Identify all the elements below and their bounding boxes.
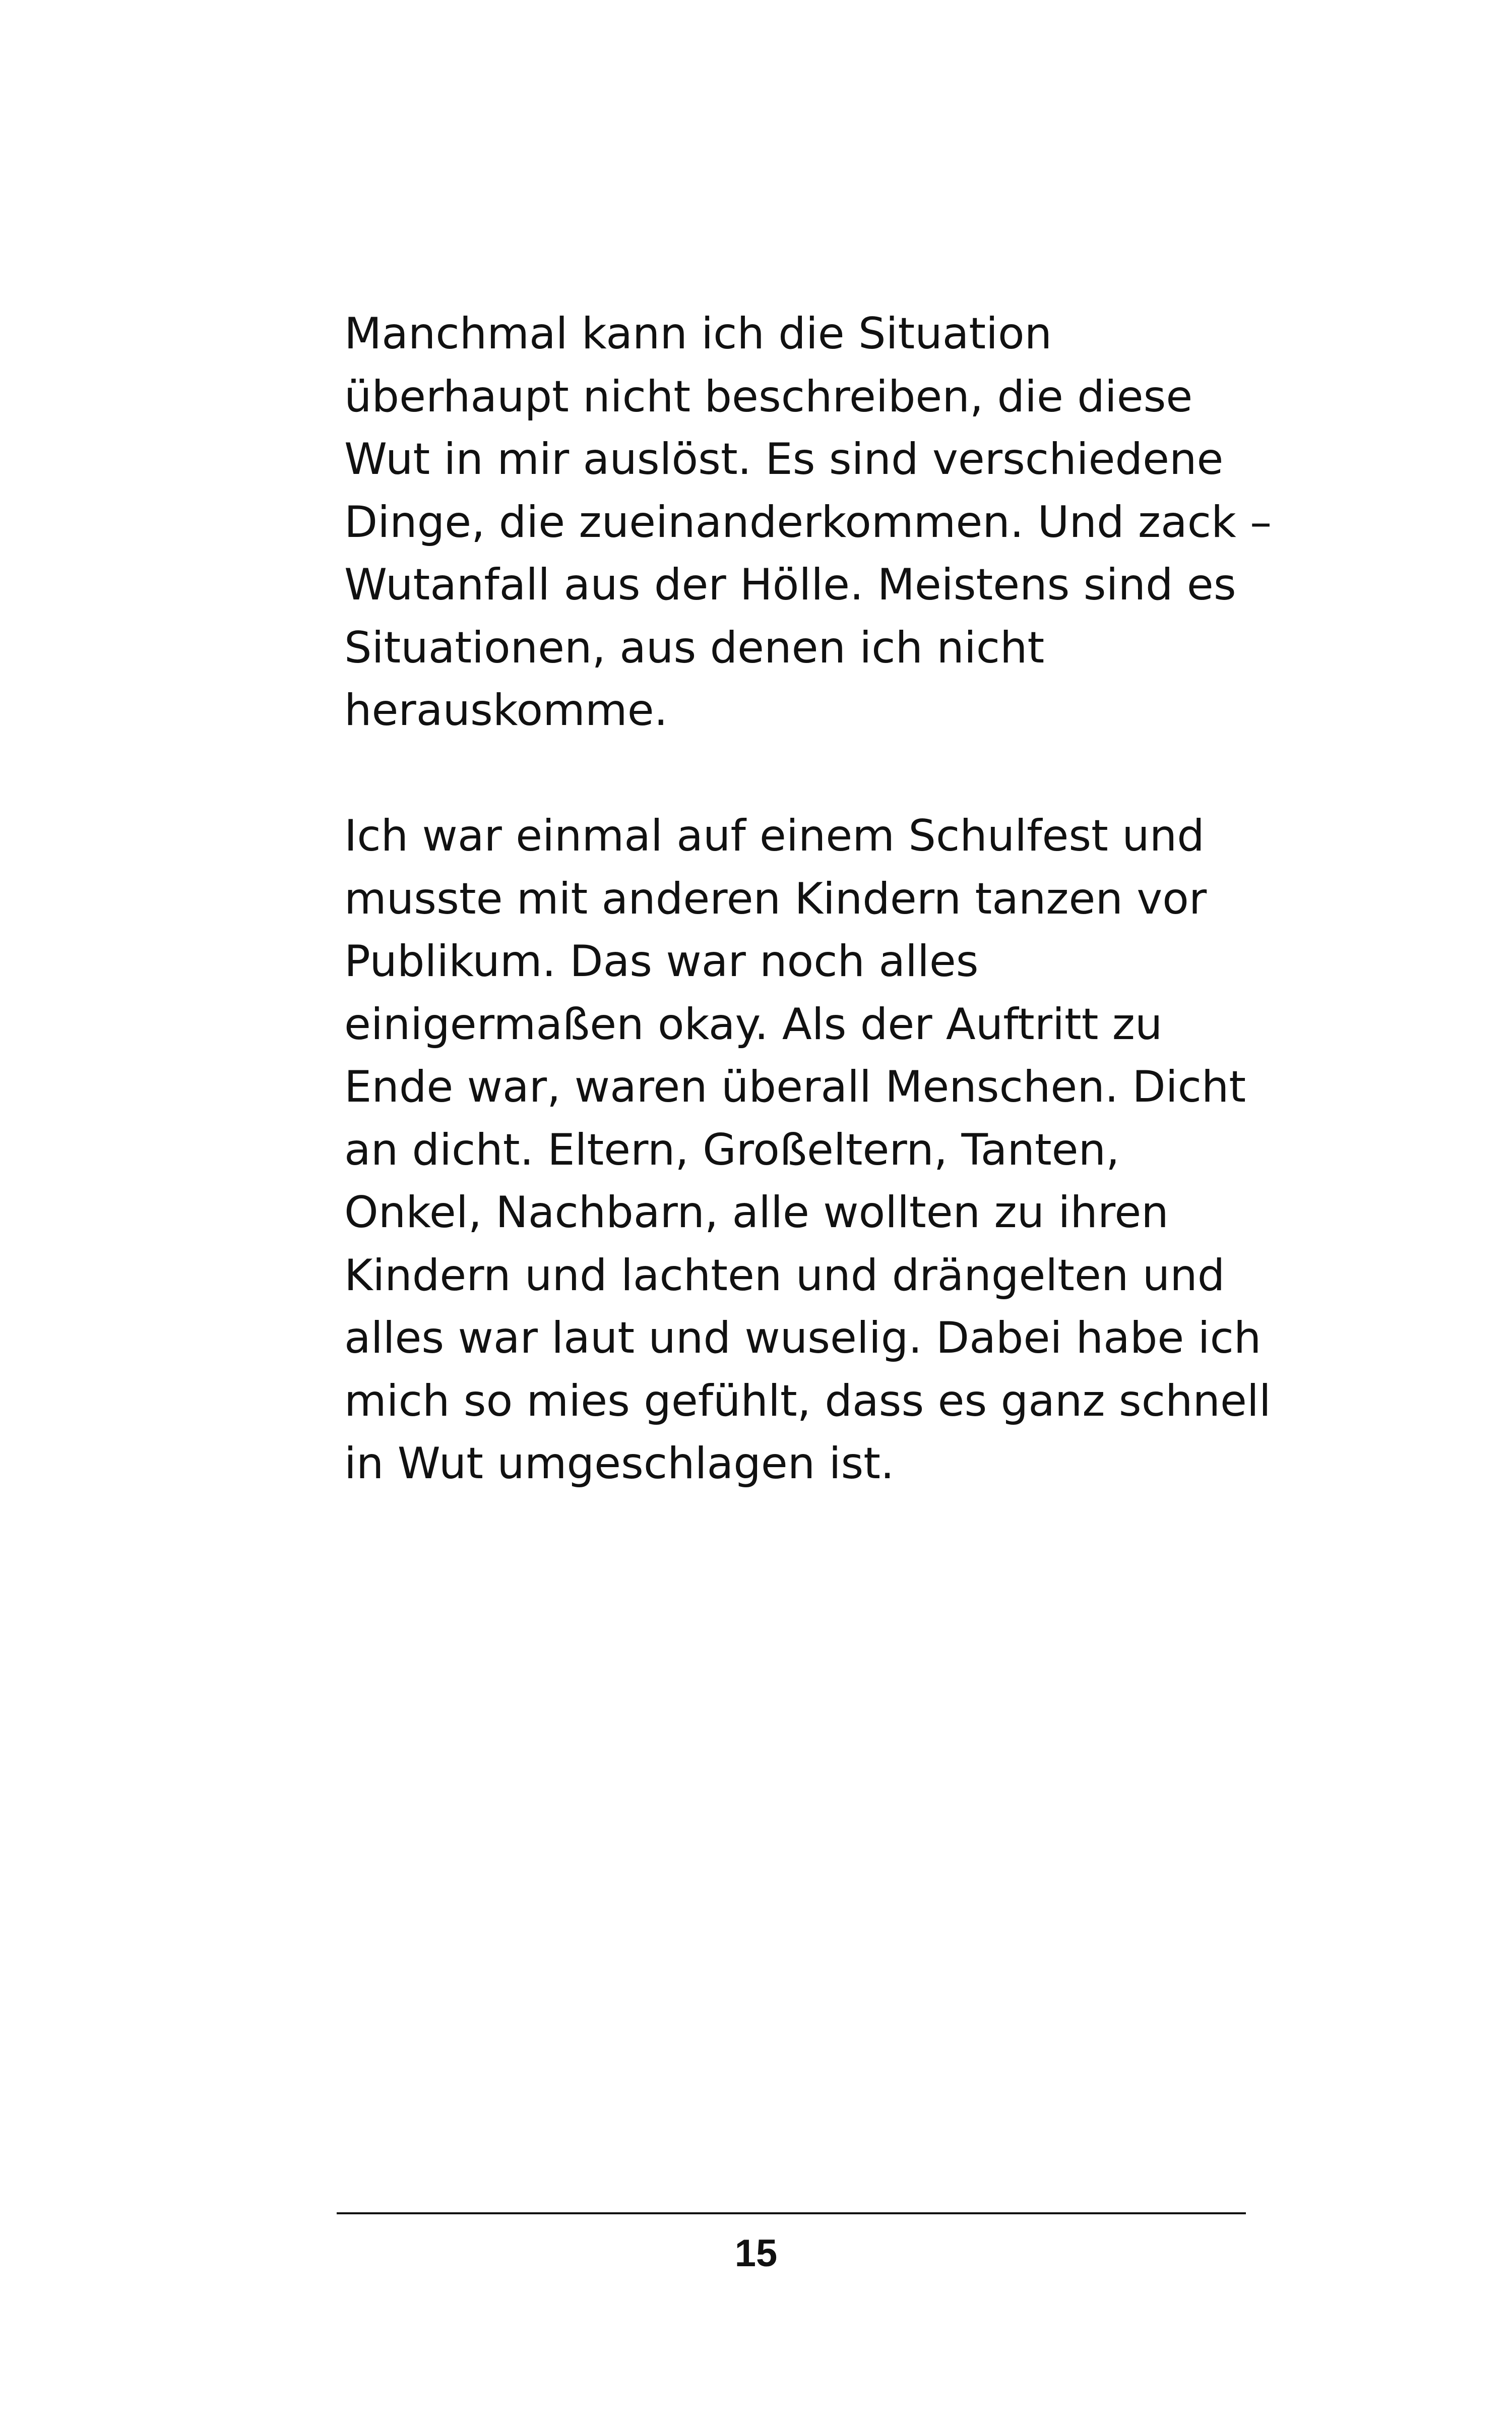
page-number: 15 bbox=[734, 2232, 778, 2275]
text-line: Situationen, aus denen ich nicht bbox=[344, 622, 1045, 673]
body-text bbox=[344, 302, 1272, 1495]
text-line: musste mit anderen Kindern tanzen vor bbox=[344, 873, 1207, 924]
text-line: Ende war, waren überall Menschen. Dicht bbox=[344, 1062, 1246, 1112]
text-line: in Wut umgeschlagen ist. bbox=[344, 1438, 895, 1489]
text-line: alles war laut und wuselig. Dabei habe ich bbox=[344, 1313, 1262, 1363]
text-line: einigermaßen okay. Als der Auftritt zu bbox=[344, 999, 1163, 1050]
text-line: Dinge, die zueinanderkommen. Und zack – bbox=[344, 497, 1272, 548]
footer-divider bbox=[337, 2212, 1246, 2214]
paragraph-1 bbox=[344, 302, 1272, 742]
text-line: Kindern und lachten und drängelten und bbox=[344, 1250, 1225, 1301]
text-line: Manchmal kann ich die Situation bbox=[344, 309, 1052, 359]
text-line: Wut in mir auslöst. Es sind verschiedene bbox=[344, 434, 1224, 485]
text-line: Onkel, Nachbarn, alle wollten zu ihren bbox=[344, 1187, 1169, 1238]
text-line: an dicht. Eltern, Großeltern, Tanten, bbox=[344, 1124, 1120, 1175]
text-line: Wutanfall aus der Hölle. Meistens sind es bbox=[344, 560, 1236, 610]
text-line: herauskomme. bbox=[344, 685, 668, 736]
text-line: Ich war einmal auf einem Schulfest und bbox=[344, 811, 1205, 861]
paragraph-gap bbox=[344, 742, 1272, 805]
text-line: Publikum. Das war noch alles bbox=[344, 936, 979, 987]
text-line: mich so mies gefühlt, dass es ganz schnell bbox=[344, 1375, 1271, 1426]
paragraph-2 bbox=[344, 805, 1272, 1495]
text-line: überhaupt nicht beschreiben, die diese bbox=[344, 371, 1193, 422]
